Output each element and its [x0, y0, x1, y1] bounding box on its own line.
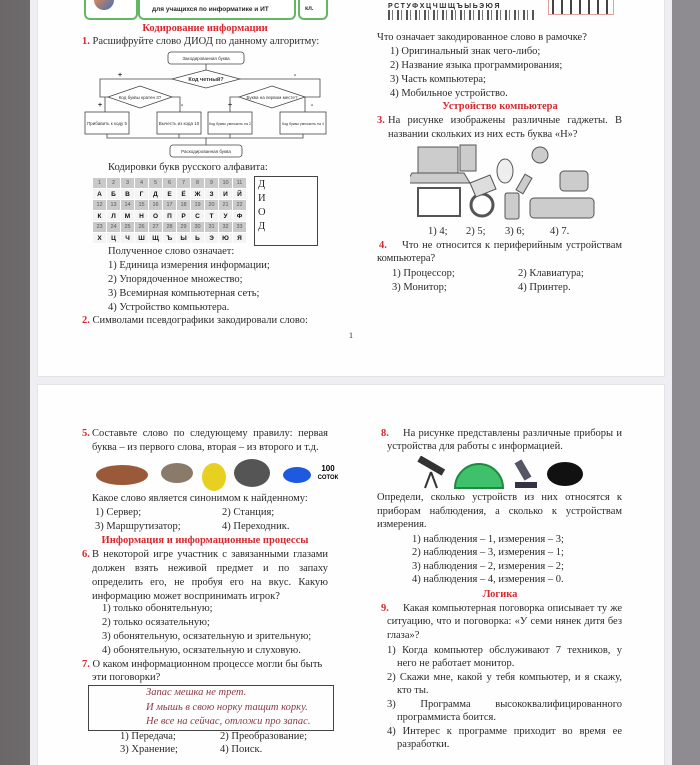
- letter-cell: Э: [205, 233, 219, 244]
- question-1: 1. Расшифруйте слово ДИОД по данному алгоритму:: [82, 36, 320, 47]
- raccoon-icon: [234, 459, 270, 487]
- q7-option: 3) Хранение;: [120, 744, 178, 755]
- keyboard-icon: [530, 198, 594, 218]
- gadgets-image: [410, 143, 600, 223]
- q8-option: 2) наблюдения – 3, измерения – 1;: [412, 547, 564, 558]
- letter-cell: З: [205, 189, 219, 200]
- code-cell: 16: [149, 200, 163, 211]
- mouse-icon: [497, 159, 513, 183]
- code-cell: 26: [135, 222, 149, 233]
- q2-option: 4) Мобильное устройство.: [390, 88, 508, 99]
- flow-minus-label: -: [310, 102, 314, 109]
- q2-question: Что означает закодированное слово в рамочке?: [377, 32, 587, 43]
- code-cell: 11: [233, 178, 247, 189]
- q7-option: 1) Передача;: [120, 731, 176, 742]
- flow-minus-label: -: [293, 72, 297, 79]
- question-6: 6.: [82, 549, 90, 560]
- q4-option: 3) Монитор;: [392, 282, 447, 293]
- question-3-line: названии скольких из них есть буква «Н»?: [388, 129, 578, 140]
- letter-cell: Б: [107, 189, 121, 200]
- laptop-icon: [418, 147, 458, 173]
- code-cell: 22: [233, 200, 247, 211]
- q9-option: 3) Программа высококвалифицированного: [387, 699, 622, 710]
- flash-drive-icon: [516, 174, 532, 194]
- sotok-label: СОТОК: [317, 475, 339, 481]
- q6-option: 1) только обонятельную;: [102, 603, 213, 614]
- q7-option: 4) Поиск.: [220, 744, 263, 755]
- code-cell: 4: [135, 178, 149, 189]
- letter-cell: Ж: [191, 189, 205, 200]
- page-number: 1: [349, 331, 353, 340]
- q8-text-line: измерения.: [377, 519, 427, 530]
- word-letter: О: [258, 207, 266, 218]
- code-cell: 15: [135, 200, 149, 211]
- code-cell: 10: [219, 178, 233, 189]
- alphabet-caption: Кодировки букв русского алфавита:: [108, 162, 268, 173]
- code-cell: 1: [93, 178, 107, 189]
- telescope-icon: [417, 456, 445, 488]
- q2-option: 3) Часть компьютера;: [390, 74, 486, 85]
- letter-cell: У: [219, 211, 233, 222]
- code-cell: 27: [149, 222, 163, 233]
- q8-text-line: приборам наблюдения, а сколько к устройствам: [377, 506, 622, 517]
- code-cell: 33: [233, 222, 247, 233]
- letter-cell: С: [191, 211, 205, 222]
- question-8-line: На рисунке представлены различные приборы и: [403, 428, 622, 439]
- code-row: [93, 200, 247, 211]
- code-row: [93, 222, 247, 233]
- flow-sub10-label: Вычесть из кода 10: [158, 121, 200, 126]
- q8-text-line: Определи, сколько устройств из них относятся к: [377, 492, 622, 503]
- speaker-icon: [460, 145, 476, 171]
- section-heading-coding: Кодирование информации: [142, 23, 268, 34]
- q9-option-cont: разработки.: [397, 739, 450, 750]
- question-6-line: информацию может воспринимать игрок?: [92, 591, 280, 602]
- code-cell: 21: [219, 200, 233, 211]
- q7-option: 2) Преобразование;: [220, 731, 307, 742]
- q9-option-cont: программиста боится.: [397, 712, 496, 723]
- code-cell: 13: [107, 200, 121, 211]
- code-cell: 29: [177, 222, 191, 233]
- hundred-label: 100: [321, 464, 335, 473]
- question-6-line: В некоторой игре участник с завязанными глазами: [92, 549, 328, 560]
- q9-option-cont: него не работает монитор.: [397, 658, 515, 669]
- proverb: Не все на сейчас, отложи про запас.: [146, 716, 311, 727]
- letter-row: [93, 211, 247, 222]
- q1-option: 3) Всемирная компьютерная сеть;: [108, 288, 260, 299]
- code-cell: 2: [107, 178, 121, 189]
- letter-cell: Ю: [219, 233, 233, 244]
- question-5-line: буква – из первого слова, вторая – из второго и т.д.: [92, 442, 319, 453]
- code-cell: 17: [163, 200, 177, 211]
- q5-option: 4) Переходник.: [222, 521, 290, 532]
- question-7-line: эти поговорки?: [92, 672, 161, 683]
- letter-cell: Ч: [121, 233, 135, 244]
- q5-pictures: [92, 455, 342, 491]
- q6-option: 4) обонятельную, осязательную и слуховую.: [102, 645, 301, 656]
- flow-plus-label: +: [227, 102, 233, 109]
- q9-option: 2) Скажи мне, какой у тебя компьютер, и я скажу,: [387, 672, 622, 683]
- code-cell: 28: [163, 222, 177, 233]
- q2-option: 1) Оригинальный знак чего-либо;: [390, 46, 541, 57]
- flow-add5-label: Прибавить к коду 5: [86, 121, 128, 126]
- code-cell: 8: [191, 178, 205, 189]
- question-2: 2. Символами псевдографики закодировали слово:: [82, 315, 308, 326]
- encoded-word-box: [548, 0, 614, 15]
- flow-cond-div3-label: Код буквы кратен 3?: [118, 95, 162, 100]
- flow-start-label: Закодированная буква: [182, 56, 230, 61]
- letter-cell: Й: [233, 189, 247, 200]
- letter-cell: Л: [107, 211, 121, 222]
- section-heading-logic: Логика: [482, 589, 518, 600]
- letter-cell: Х: [93, 233, 107, 244]
- letter-cell: Ь: [191, 233, 205, 244]
- letter-cell: Я: [233, 233, 247, 244]
- algorithm-flowchart: [80, 50, 340, 162]
- q4-option: 1) Процессор;: [392, 268, 455, 279]
- letter-cell: М: [121, 211, 135, 222]
- q5-question: Какое слово является синонимом к найденному:: [92, 493, 308, 504]
- code-cell: 6: [163, 178, 177, 189]
- code-cell: 14: [121, 200, 135, 211]
- monitor-icon: [418, 188, 460, 216]
- flow-plus-label: +: [117, 72, 123, 79]
- code-cell: 31: [205, 222, 219, 233]
- question-5: 5.: [82, 428, 90, 439]
- section-heading-device: Устройство компьютера: [442, 101, 558, 112]
- q9-option: 4) Интерес к программе приходит во время ее: [387, 726, 622, 737]
- grouse-icon: [96, 465, 148, 485]
- proverb: И мышь в свою норку тащит корку.: [146, 702, 308, 713]
- code-cell: 20: [205, 200, 219, 211]
- q5-option: 3) Маршрутизатор;: [95, 521, 181, 532]
- letter-cell: Е: [163, 189, 177, 200]
- question-4-line: компьютера?: [377, 253, 436, 264]
- code-cell: 19: [191, 200, 205, 211]
- letter-cell: К: [93, 211, 107, 222]
- camera-icon: [560, 171, 588, 191]
- question-8: 8.: [381, 428, 389, 439]
- code-cell: 30: [191, 222, 205, 233]
- section-heading-info: Информация и информационные процессы: [101, 535, 309, 546]
- letter-cell: В: [121, 189, 135, 200]
- banner-title-box: [138, 0, 296, 20]
- sparrow-icon: [161, 463, 193, 483]
- q4-option: 4) Принтер.: [518, 282, 571, 293]
- question-9-line: ситуацию, что и поговорка: «У семи нянек дитя без: [387, 616, 622, 627]
- logo-image: [94, 0, 114, 10]
- pear-icon: [202, 463, 226, 491]
- q6-option: 2) только осязательную;: [102, 617, 210, 628]
- q6-option: 3) обонятельную, осязательную и зрительную;: [102, 631, 312, 642]
- q3-answer: 1) 4;: [428, 226, 448, 237]
- alphabet-code-table: [92, 177, 247, 244]
- question-3: 3.: [377, 115, 385, 126]
- headphones-icon: [471, 194, 493, 216]
- word-letter: Д: [258, 221, 266, 232]
- banner-grade: кл.: [305, 6, 314, 12]
- q8-option: 4) наблюдения – 4, измерения – 0.: [412, 574, 564, 585]
- question-4: 4.: [379, 240, 387, 251]
- result-caption: Полученное слово означает:: [108, 246, 235, 257]
- code-cell: 9: [205, 178, 219, 189]
- letter-cell: Р: [177, 211, 191, 222]
- flow-mul4-label: Код буквы умножить на 4: [281, 122, 325, 126]
- q8-option: 1) наблюдения – 1, измерения – 3;: [412, 534, 564, 545]
- q1-option: 4) Устройство компьютера.: [108, 302, 230, 313]
- question-9: 9.: [381, 603, 389, 614]
- code-cell: 25: [121, 222, 135, 233]
- phone-icon: [505, 193, 519, 219]
- flow-cond-even-label: Код четный?: [188, 77, 224, 83]
- pseudographic-codes: [388, 10, 534, 20]
- question-9-line: Какая компьютерная поговорка описывает ту же: [403, 603, 622, 614]
- word-letter: И: [258, 193, 266, 204]
- q1-option: 1) Единица измерения информации;: [108, 260, 270, 271]
- letter-cell: Д: [149, 189, 163, 200]
- q4-option: 2) Клавиатура;: [518, 268, 584, 279]
- q3-answer: 4) 7.: [550, 226, 570, 237]
- code-cell: 12: [93, 200, 107, 211]
- q2-option: 2) Название языка программирования;: [390, 60, 563, 71]
- q9-option: 1) Когда компьютер обслуживают 7 техников, у: [387, 645, 622, 656]
- code-cell: 24: [107, 222, 121, 233]
- code-cell: 23: [93, 222, 107, 233]
- candy-icon: [283, 467, 311, 483]
- webcam-icon: [532, 147, 548, 163]
- code-cell: 3: [121, 178, 135, 189]
- question-5-line: Составьте слово по следующему правилу: первая: [92, 428, 328, 439]
- letter-cell: О: [149, 211, 163, 222]
- proverb: Запас мешка не трет.: [146, 687, 247, 698]
- q5-option: 1) Сервер;: [95, 507, 142, 518]
- question-8-line: устройства для работы с информацией.: [387, 441, 563, 452]
- code-cell: 18: [177, 200, 191, 211]
- flow-end-label: Раскодированная буква: [181, 149, 231, 154]
- code-cell: 32: [219, 222, 233, 233]
- q8-option: 3) наблюдения – 2, измерения – 2;: [412, 561, 564, 572]
- letter-row: [93, 189, 247, 200]
- binoculars-icon: [547, 462, 583, 486]
- q8-pictures: [415, 456, 595, 490]
- microscope-icon: [515, 459, 537, 488]
- flow-plus-label: +: [97, 102, 103, 109]
- letter-cell: П: [163, 211, 177, 222]
- router-icon: [470, 175, 496, 197]
- q9-option-cont: кто ты.: [397, 685, 429, 696]
- question-7: 7. О каком информационном процессе могли бы быть: [82, 659, 323, 670]
- code-cell: 5: [149, 178, 163, 189]
- q5-option: 2) Станция;: [222, 507, 275, 518]
- flow-cond-first-label: Буква на первом месте?: [246, 95, 298, 100]
- q3-answer: 2) 5;: [466, 226, 486, 237]
- question-6-line: должен взять неживой предмет и по запаху: [92, 563, 328, 574]
- flow-mul2-label: Код буквы умножить на 2: [208, 122, 252, 126]
- code-row: [93, 178, 247, 189]
- letter-cell: Ё: [177, 189, 191, 200]
- letter-cell: Г: [135, 189, 149, 200]
- letter-cell: Ъ: [163, 233, 177, 244]
- q3-answer: 3) 6;: [505, 226, 525, 237]
- letter-cell: Ф: [233, 211, 247, 222]
- letter-cell: И: [219, 189, 233, 200]
- banner-subtitle: для учащихся по информатике и ИТ: [152, 6, 269, 13]
- pseudo-letters: РСТУФХЦЧШЩЪЫЬЭЮЯ: [388, 3, 502, 10]
- letter-cell: Т: [205, 211, 219, 222]
- letter-cell: А: [93, 189, 107, 200]
- letter-cell: Щ: [149, 233, 163, 244]
- code-cell: 7: [177, 178, 191, 189]
- question-6-line: определить его, не пробуя его на вкус. Какую: [92, 577, 328, 588]
- question-4-line: Что не относится к периферийным устройствам: [402, 240, 622, 251]
- question-9-line: глаза»?: [387, 630, 420, 641]
- banner-logo-box: [84, 0, 138, 20]
- protractor-icon: [455, 464, 503, 488]
- q1-option: 2) Упорядоченное множество;: [108, 274, 243, 285]
- letter-row: [93, 233, 247, 244]
- letter-cell: Ш: [135, 233, 149, 244]
- letter-cell: Ы: [177, 233, 191, 244]
- letter-cell: Ц: [107, 233, 121, 244]
- letter-cell: Н: [135, 211, 149, 222]
- word-letter: Д: [258, 179, 266, 190]
- word-box: [254, 176, 318, 246]
- banner-grade-box: [298, 0, 328, 20]
- question-3-line: На рисунке изображены различные гаджеты. В: [388, 115, 622, 126]
- flow-minus-label: -: [180, 102, 184, 109]
